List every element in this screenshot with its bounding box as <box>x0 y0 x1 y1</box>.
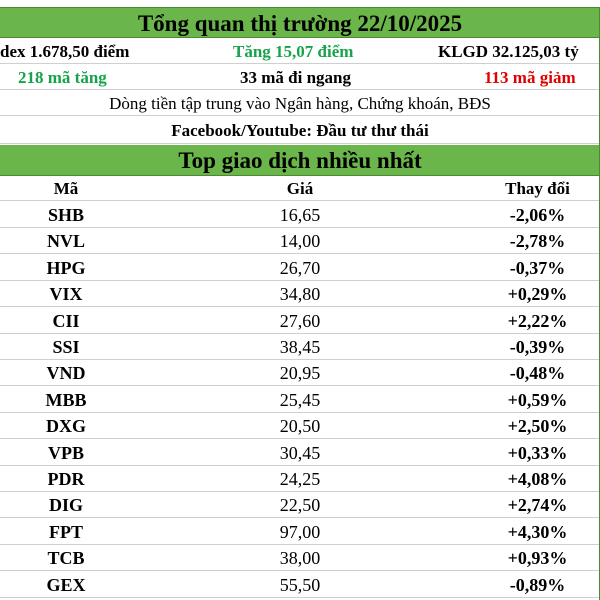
ticker-change: -0,37% <box>509 257 566 278</box>
table-row <box>0 466 600 492</box>
ticker-price: 25,45 <box>279 389 321 410</box>
ticker-change: +2,22% <box>507 310 568 331</box>
ticker-price: 16,65 <box>279 205 321 225</box>
ticker-change: -0,48% <box>509 363 566 384</box>
table-row <box>0 255 600 281</box>
ticker-price: 34,80 <box>279 284 321 305</box>
table-row <box>0 440 600 466</box>
vnindex-value: dex 1.678,50 điểm <box>0 42 130 61</box>
table-row <box>0 545 600 571</box>
ticker-symbol: GEX <box>46 574 86 595</box>
ticker-price: 20,95 <box>279 363 321 384</box>
table-row <box>0 413 600 439</box>
ticker-change: +0,29% <box>507 284 568 305</box>
ticker-symbol: HPG <box>46 257 86 278</box>
ticker-price: 97,00 <box>279 521 321 542</box>
ticker-change: +0,93% <box>507 548 568 569</box>
trading-volume: KLGD 32.125,03 tỷ <box>438 42 579 61</box>
ticker-price: 14,00 <box>279 231 321 252</box>
ticker-change: +0,33% <box>507 442 568 463</box>
ticker-change: -0,89% <box>509 574 566 595</box>
ticker-change: +4,30% <box>507 521 568 542</box>
table-row <box>0 572 600 598</box>
ticker-symbol: VIX <box>49 284 83 305</box>
ticker-change: -2,06% <box>509 205 566 225</box>
money-flow-note: Dòng tiền tập trung vào Ngân hàng, Chứng khoán, BĐS <box>0 91 600 116</box>
table-row <box>0 492 600 518</box>
decliners-count: 113 mã giảm <box>484 68 576 87</box>
ticker-change: -2,78% <box>509 231 566 252</box>
ticker-price: 22,50 <box>279 495 321 516</box>
ticker-symbol: SHB <box>47 205 85 225</box>
breadth-row <box>0 65 600 90</box>
ticker-change: +2,50% <box>507 416 568 437</box>
ticker-price: 38,00 <box>279 548 321 569</box>
ticker-price: 30,45 <box>279 442 321 463</box>
ticker-symbol: VPB <box>48 442 84 463</box>
table-row <box>0 308 600 334</box>
ticker-change: +4,08% <box>507 469 568 489</box>
ticker-symbol: NVL <box>46 231 85 252</box>
ticker-price: 27,60 <box>279 310 321 331</box>
table-row <box>0 387 600 413</box>
ticker-symbol: FPT <box>49 521 83 542</box>
ticker-change: -0,39% <box>509 337 566 357</box>
index-summary-row <box>0 39 600 64</box>
social-channel: Facebook/Youtube: Đầu tư thư thái <box>0 117 600 144</box>
ticker-symbol: VND <box>46 363 86 384</box>
ticker-symbol: TCB <box>47 548 85 569</box>
table-row <box>0 334 600 360</box>
table-row <box>0 281 600 307</box>
ticker-change: +2,74% <box>507 495 568 516</box>
page-title: Tổng quan thị trường 22/10/2025 <box>0 7 600 38</box>
ticker-symbol: PDR <box>47 469 85 489</box>
column-header-symbol: Mã <box>53 179 79 198</box>
ticker-price: 55,50 <box>279 574 321 595</box>
ticker-symbol: DXG <box>46 416 86 437</box>
ticker-symbol: MBB <box>45 389 87 410</box>
ticker-symbol: SSI <box>52 337 80 357</box>
index-change: Tăng 15,07 điểm <box>233 42 354 61</box>
table-row <box>0 202 600 228</box>
top-trading-title: Top giao dịch nhiều nhất <box>0 145 600 176</box>
ticker-price: 38,45 <box>279 337 321 357</box>
ticker-price: 26,70 <box>279 257 321 278</box>
table-row <box>0 360 600 386</box>
ticker-symbol: CII <box>52 310 80 331</box>
ticker-symbol: DIG <box>48 495 83 516</box>
unchanged-count: 33 mã đi ngang <box>240 68 351 87</box>
table-row <box>0 228 600 254</box>
ticker-change: +0,59% <box>507 389 568 410</box>
column-header-price: Giá <box>286 179 314 198</box>
ticker-price: 24,25 <box>279 469 321 489</box>
table-row <box>0 519 600 545</box>
advancers-count: 218 mã tăng <box>18 68 107 87</box>
column-header-change: Thay đổi <box>505 179 570 198</box>
ticker-price: 20,50 <box>279 416 321 437</box>
table-header-row <box>0 176 600 201</box>
